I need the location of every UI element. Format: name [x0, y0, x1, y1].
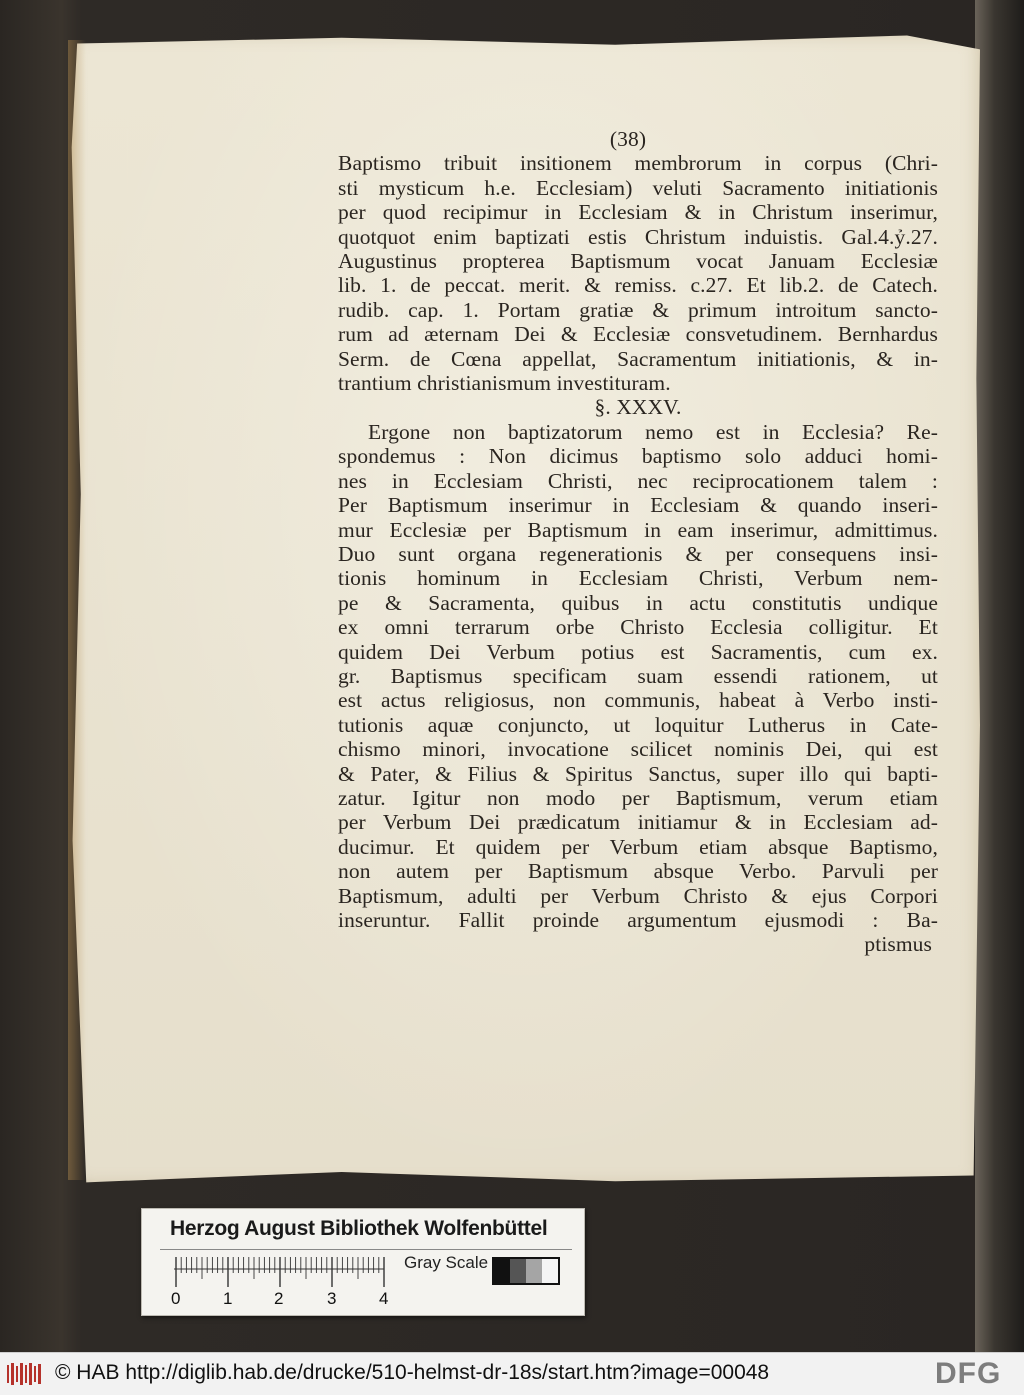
text-line: est actus religiosus, non communis, habeat à Verbo insti-: [338, 688, 938, 713]
gray-swatch: [542, 1259, 558, 1283]
text-line: rudib. cap. 1. Portam gratiæ & primum introitum sancto-: [338, 297, 938, 322]
hab-barcode-icon: [6, 1362, 44, 1386]
text-line: zatur. Igitur non modo per Baptismum, verum etiam: [338, 785, 938, 810]
gray-scale-label: Gray Scale: [404, 1253, 489, 1272]
page-number: (38): [609, 127, 647, 151]
text-line: lib. 1. de peccat. merit. & remiss. c.27. Et lib.2. de Catech.: [338, 273, 938, 298]
text-line: spondemus : Non dicimus baptismo solo adduci homi-: [338, 444, 938, 469]
text-line: Augustinus propterea Baptismum vocat Januam Ecclesiæ: [338, 249, 938, 274]
ruler-number-4: 4: [379, 1289, 389, 1308]
text-line: Ergone non baptizatorum nemo est in Ecclesia? Re-: [368, 419, 938, 444]
text-line: quidem Dei Verbum potius est Sacramentis, cum ex.: [338, 639, 938, 664]
text-line: chismo minori, invocatione scilicet nominis Dei, qui est: [338, 737, 938, 762]
ruler-scale: [174, 1257, 399, 1297]
ruler-number-3: 3: [327, 1289, 337, 1308]
text-line: rum ad æternam Dei & Ecclesiæ consvetudinem. Bernhardus: [338, 322, 938, 347]
text-line: quotquot enim baptizati estis Christum induistis. Gal.4.ỷ.27.: [338, 224, 938, 249]
library-name: Herzog August Bibliothek Wolfenbüttel: [170, 1217, 548, 1240]
text-line: tutionis aquæ conjuncto, ut loquitur Lutherus in Cate-: [338, 712, 938, 737]
gray-swatch: [526, 1259, 542, 1283]
text-lines: [338, 151, 938, 932]
text-line: ducimur. Et quidem per Verbum etiam absque Baptismo,: [338, 834, 938, 859]
text-line: Serm. de Cœna appellat, Sacramentum initiationis, & in-: [338, 346, 938, 371]
copyright-url[interactable]: © HAB http://diglib.hab.de/drucke/510-helmst-dr-18s/start.htm?image=00048: [55, 1361, 770, 1384]
text-line: tionis hominum in Ecclesiam Christi, Verbum nem-: [338, 566, 938, 591]
gray-swatch: [494, 1259, 510, 1283]
text-line: nes in Ecclesiam Christi, nec reciprocationem talem :: [338, 468, 938, 493]
text-line: Per Baptismum inserimur in Ecclesiam & quando inseri-: [338, 493, 938, 518]
text-line: mur Ecclesiæ per Baptismum in eam inserimur, admittimus.: [338, 517, 938, 542]
page-text-block: [338, 127, 938, 957]
text-line: trantium christianismum investituram.: [338, 371, 671, 396]
text-line: per Verbum Dei prædicatum initiamur & in Ecclesiam ad-: [338, 810, 938, 835]
text-line: sti mysticum h.e. Ecclesiam) veluti Sacramento initiationis: [338, 175, 938, 200]
text-line: non autem per Baptismum absque Verbo. Parvuli per: [338, 859, 938, 884]
footer-bar: [0, 1352, 1024, 1395]
text-line: per quod recipimur in Ecclesiam & in Christum inserimur,: [338, 200, 938, 225]
gray-swatch: [510, 1259, 526, 1283]
ruler-number-2: 2: [274, 1289, 284, 1308]
library-scale-card: [141, 1208, 585, 1316]
text-line: Baptismo tribuit insitionem membrorum in corpus (Chri-: [338, 151, 938, 176]
text-line: gr. Baptismus specificam suam essendi rationem, ut: [338, 663, 938, 688]
dfg-logo: DFG: [935, 1357, 1002, 1390]
ruler-number-0: 0: [171, 1289, 181, 1308]
ruler-number-1: 1: [223, 1289, 233, 1308]
text-line: Baptismum, adulti per Verbum Christo & ejus Corpori: [338, 883, 938, 908]
catchword: ptismus: [864, 932, 932, 957]
gray-scale-swatch: [492, 1257, 560, 1285]
text-line: & Pater, & Filius & Spiritus Sanctus, super illo qui bapti-: [338, 761, 938, 786]
text-line: ex omni terrarum orbe Christo Ecclesia colligitur. Et: [338, 615, 938, 640]
text-line: inseruntur. Fallit proinde argumentum ejusmodi : Ba-: [338, 908, 938, 932]
text-line: §. XXXV.: [594, 395, 682, 420]
text-line: pe & Sacramenta, quibus in actu constitutis undique: [338, 590, 938, 615]
card-divider: [160, 1249, 572, 1250]
book-edge-shadow: [975, 0, 1024, 1352]
text-line: Duo sunt organa regenerationis & per consequens insi-: [338, 541, 938, 566]
